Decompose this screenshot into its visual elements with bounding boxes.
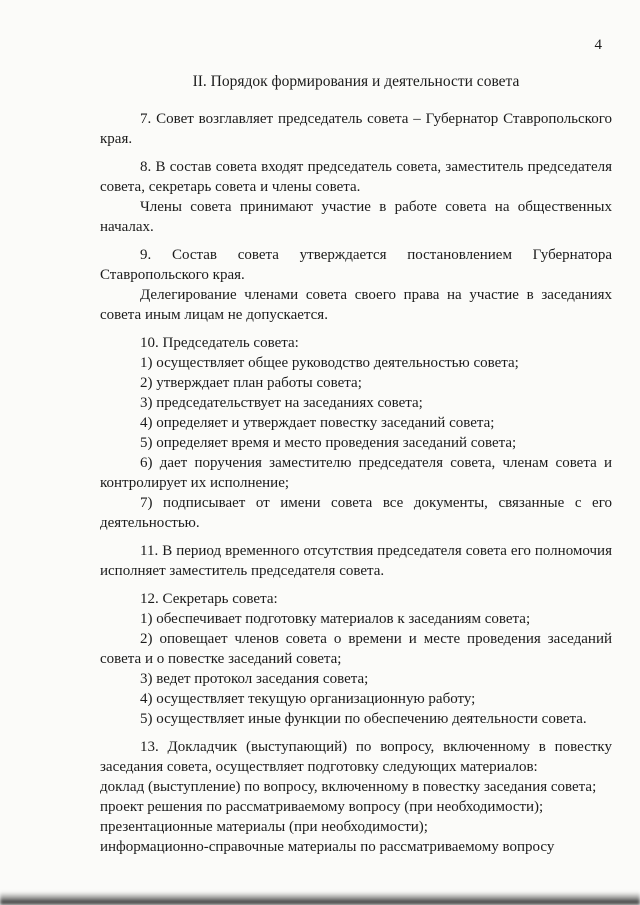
list-item: 5) определяет время и место проведения заседаний совета; <box>140 435 517 451</box>
paragraph-8: 8. В состав совета входят председатель совета, заместитель председателя совета, секретарь совета и члены совета. <box>100 159 612 195</box>
paragraph-group-11 <box>100 541 612 581</box>
list-item: 7) подписывает от имени совета все документы, связанные с его деятельностью. <box>100 495 612 531</box>
list-item: 6) дает поручения заместителю председателя совета, членам совета и контролирует их исполнение; <box>100 455 612 491</box>
paragraph-10: 10. Председатель совета: <box>140 335 299 351</box>
paragraph-group-8 <box>100 157 612 237</box>
document-content <box>100 72 612 857</box>
paragraph-group-10 <box>100 333 612 533</box>
list-item: 1) обеспечивает подготовку материалов к заседаниям совета; <box>140 611 531 627</box>
list-item: 4) осуществляет текущую организационную работу; <box>140 691 476 707</box>
paragraph-11: 11. В период временного отсутствия председателя совета его полномочия исполняет заместитель председателя совета. <box>100 543 612 579</box>
paragraph-group-13 <box>100 737 612 857</box>
list-item: презентационные материалы (при необходимости); <box>100 819 428 835</box>
list-item: 2) оповещает членов совета о времени и месте проведения заседаний совета и о повестке заседаний совета; <box>100 631 612 667</box>
list-item: 3) ведет протокол заседания совета; <box>140 671 369 687</box>
list-item: проект решения по рассматриваемому вопросу (при необходимости); <box>100 799 544 815</box>
paragraph-9-continued: Делегирование членами совета своего права на участие в заседаниях совета иным лицам не допускается. <box>100 287 612 323</box>
list-item: информационно-справочные материалы по рассматриваемому вопросу <box>100 839 555 855</box>
list-item: 3) председательствует на заседаниях совета; <box>140 395 423 411</box>
paragraph-9: 9. Состав совета утверждается постановлением Губернатора Ставропольского края. <box>100 247 612 283</box>
page-number: 4 <box>594 37 602 53</box>
paragraph-group-9 <box>100 245 612 325</box>
paragraph-group-12 <box>100 589 612 729</box>
section-heading: II. Порядок формирования и деятельности совета <box>192 73 520 90</box>
paragraph-12: 12. Секретарь совета: <box>140 591 278 607</box>
paragraph-13: 13. Докладчик (выступающий) по вопросу, включенному в повестку заседания совета, осуществляет подготовку следующих материалов: <box>100 739 612 775</box>
paragraph-7: 7. Совет возглавляет председатель совета – Губернатор Ставропольского края. <box>100 111 612 147</box>
paragraph-group-7 <box>100 109 612 149</box>
scan-edge-shadow <box>0 892 640 905</box>
list-item: 2) утверждает план работы совета; <box>140 375 362 391</box>
list-item: доклад (выступление) по вопросу, включенному в повестку заседания совета; <box>100 779 597 795</box>
list-item: 1) осуществляет общее руководство деятельностью совета; <box>140 355 519 371</box>
paragraph-8-continued: Члены совета принимают участие в работе совета на общественных началах. <box>100 199 612 235</box>
list-item: 5) осуществляет иные функции по обеспечению деятельности совета. <box>140 711 587 727</box>
list-item: 4) определяет и утверждает повестку заседаний совета; <box>140 415 495 431</box>
